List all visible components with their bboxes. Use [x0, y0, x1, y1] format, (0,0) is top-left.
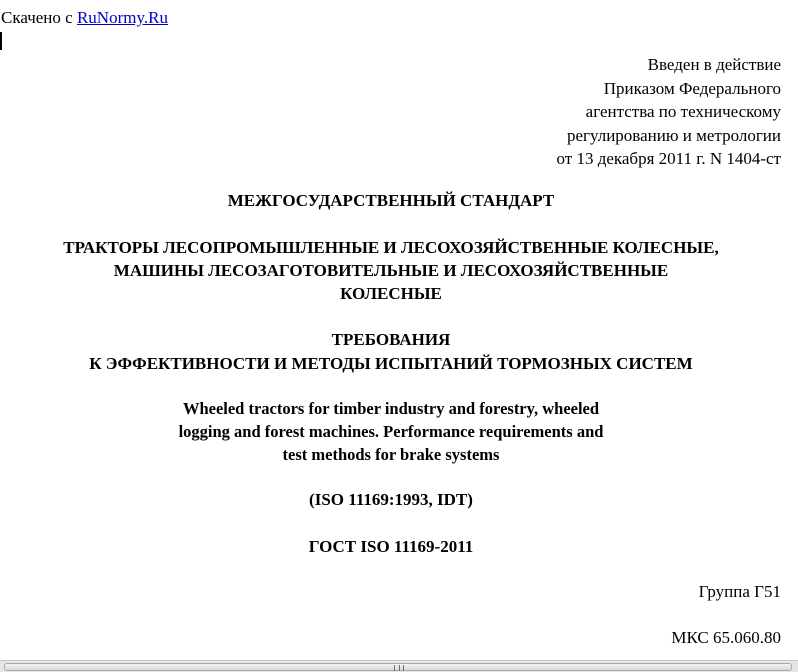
- enactment-line-3: агентства по техническому: [585, 102, 781, 121]
- english-title: [0, 397, 782, 466]
- scrollbar-grip-icon: [394, 664, 404, 672]
- english-title-line-2: logging and forest machines. Performance requirements and: [178, 422, 604, 441]
- standard-title-line-2: МАШИНЫ ЛЕСОЗАГОТОВИТЕЛЬНЫЕ И ЛЕСОХОЗЯЙСТВЕННЫЕ: [113, 261, 669, 280]
- enactment-line-5: от 13 декабря 2011 г. N 1404-ст: [556, 149, 781, 168]
- iso-reference: [0, 488, 782, 511]
- text-cursor: [0, 32, 2, 50]
- standard-subtitle-line-2: К ЭФФЕКТИВНОСТИ И МЕТОДЫ ИСПЫТАНИЙ ТОРМОЗНЫХ СИСТЕМ: [89, 354, 693, 373]
- english-title-line-3: test methods for brake systems: [282, 445, 500, 464]
- group-code: Группа Г51: [698, 582, 781, 601]
- standard-type: [0, 189, 782, 212]
- standard-title-line-1: ТРАКТОРЫ ЛЕСОПРОМЫШЛЕННЫЕ И ЛЕСОХОЗЯЙСТВЕННЫЕ КОЛЕСНЫЕ,: [63, 238, 719, 257]
- scrollbar-thumb[interactable]: [4, 663, 792, 671]
- iso-reference-text: (ISO 11169:1993, IDT): [309, 490, 473, 509]
- standard-designation: [0, 535, 782, 558]
- standard-designation-text: ГОСТ ISO 11169-2011: [308, 537, 474, 556]
- english-title-line-1: Wheeled tractors for timber industry and forestry, wheeled: [182, 399, 600, 418]
- standard-type-text: МЕЖГОСУДАРСТВЕННЫЙ СТАНДАРТ: [227, 191, 555, 210]
- standard-subtitle-line-1: ТРЕБОВАНИЯ: [331, 330, 451, 349]
- enactment-line-4: регулированию и метрологии: [566, 125, 781, 145]
- mks-code: МКС 65.060.80: [671, 628, 781, 647]
- standard-title: [0, 236, 782, 305]
- source-link[interactable]: RuNormy.Ru: [76, 8, 168, 27]
- enactment-note: [556, 53, 781, 171]
- standard-subtitle: [0, 328, 782, 376]
- enactment-line-2: Приказом Федерального: [603, 78, 781, 98]
- standard-title-line-3: КОЛЕСНЫЕ: [340, 284, 442, 303]
- enactment-line-1: Введен в действие: [647, 55, 781, 74]
- horizontal-scrollbar[interactable]: [0, 660, 798, 672]
- source-prefix: Скачено с: [1, 8, 73, 27]
- source-line: [1, 8, 168, 28]
